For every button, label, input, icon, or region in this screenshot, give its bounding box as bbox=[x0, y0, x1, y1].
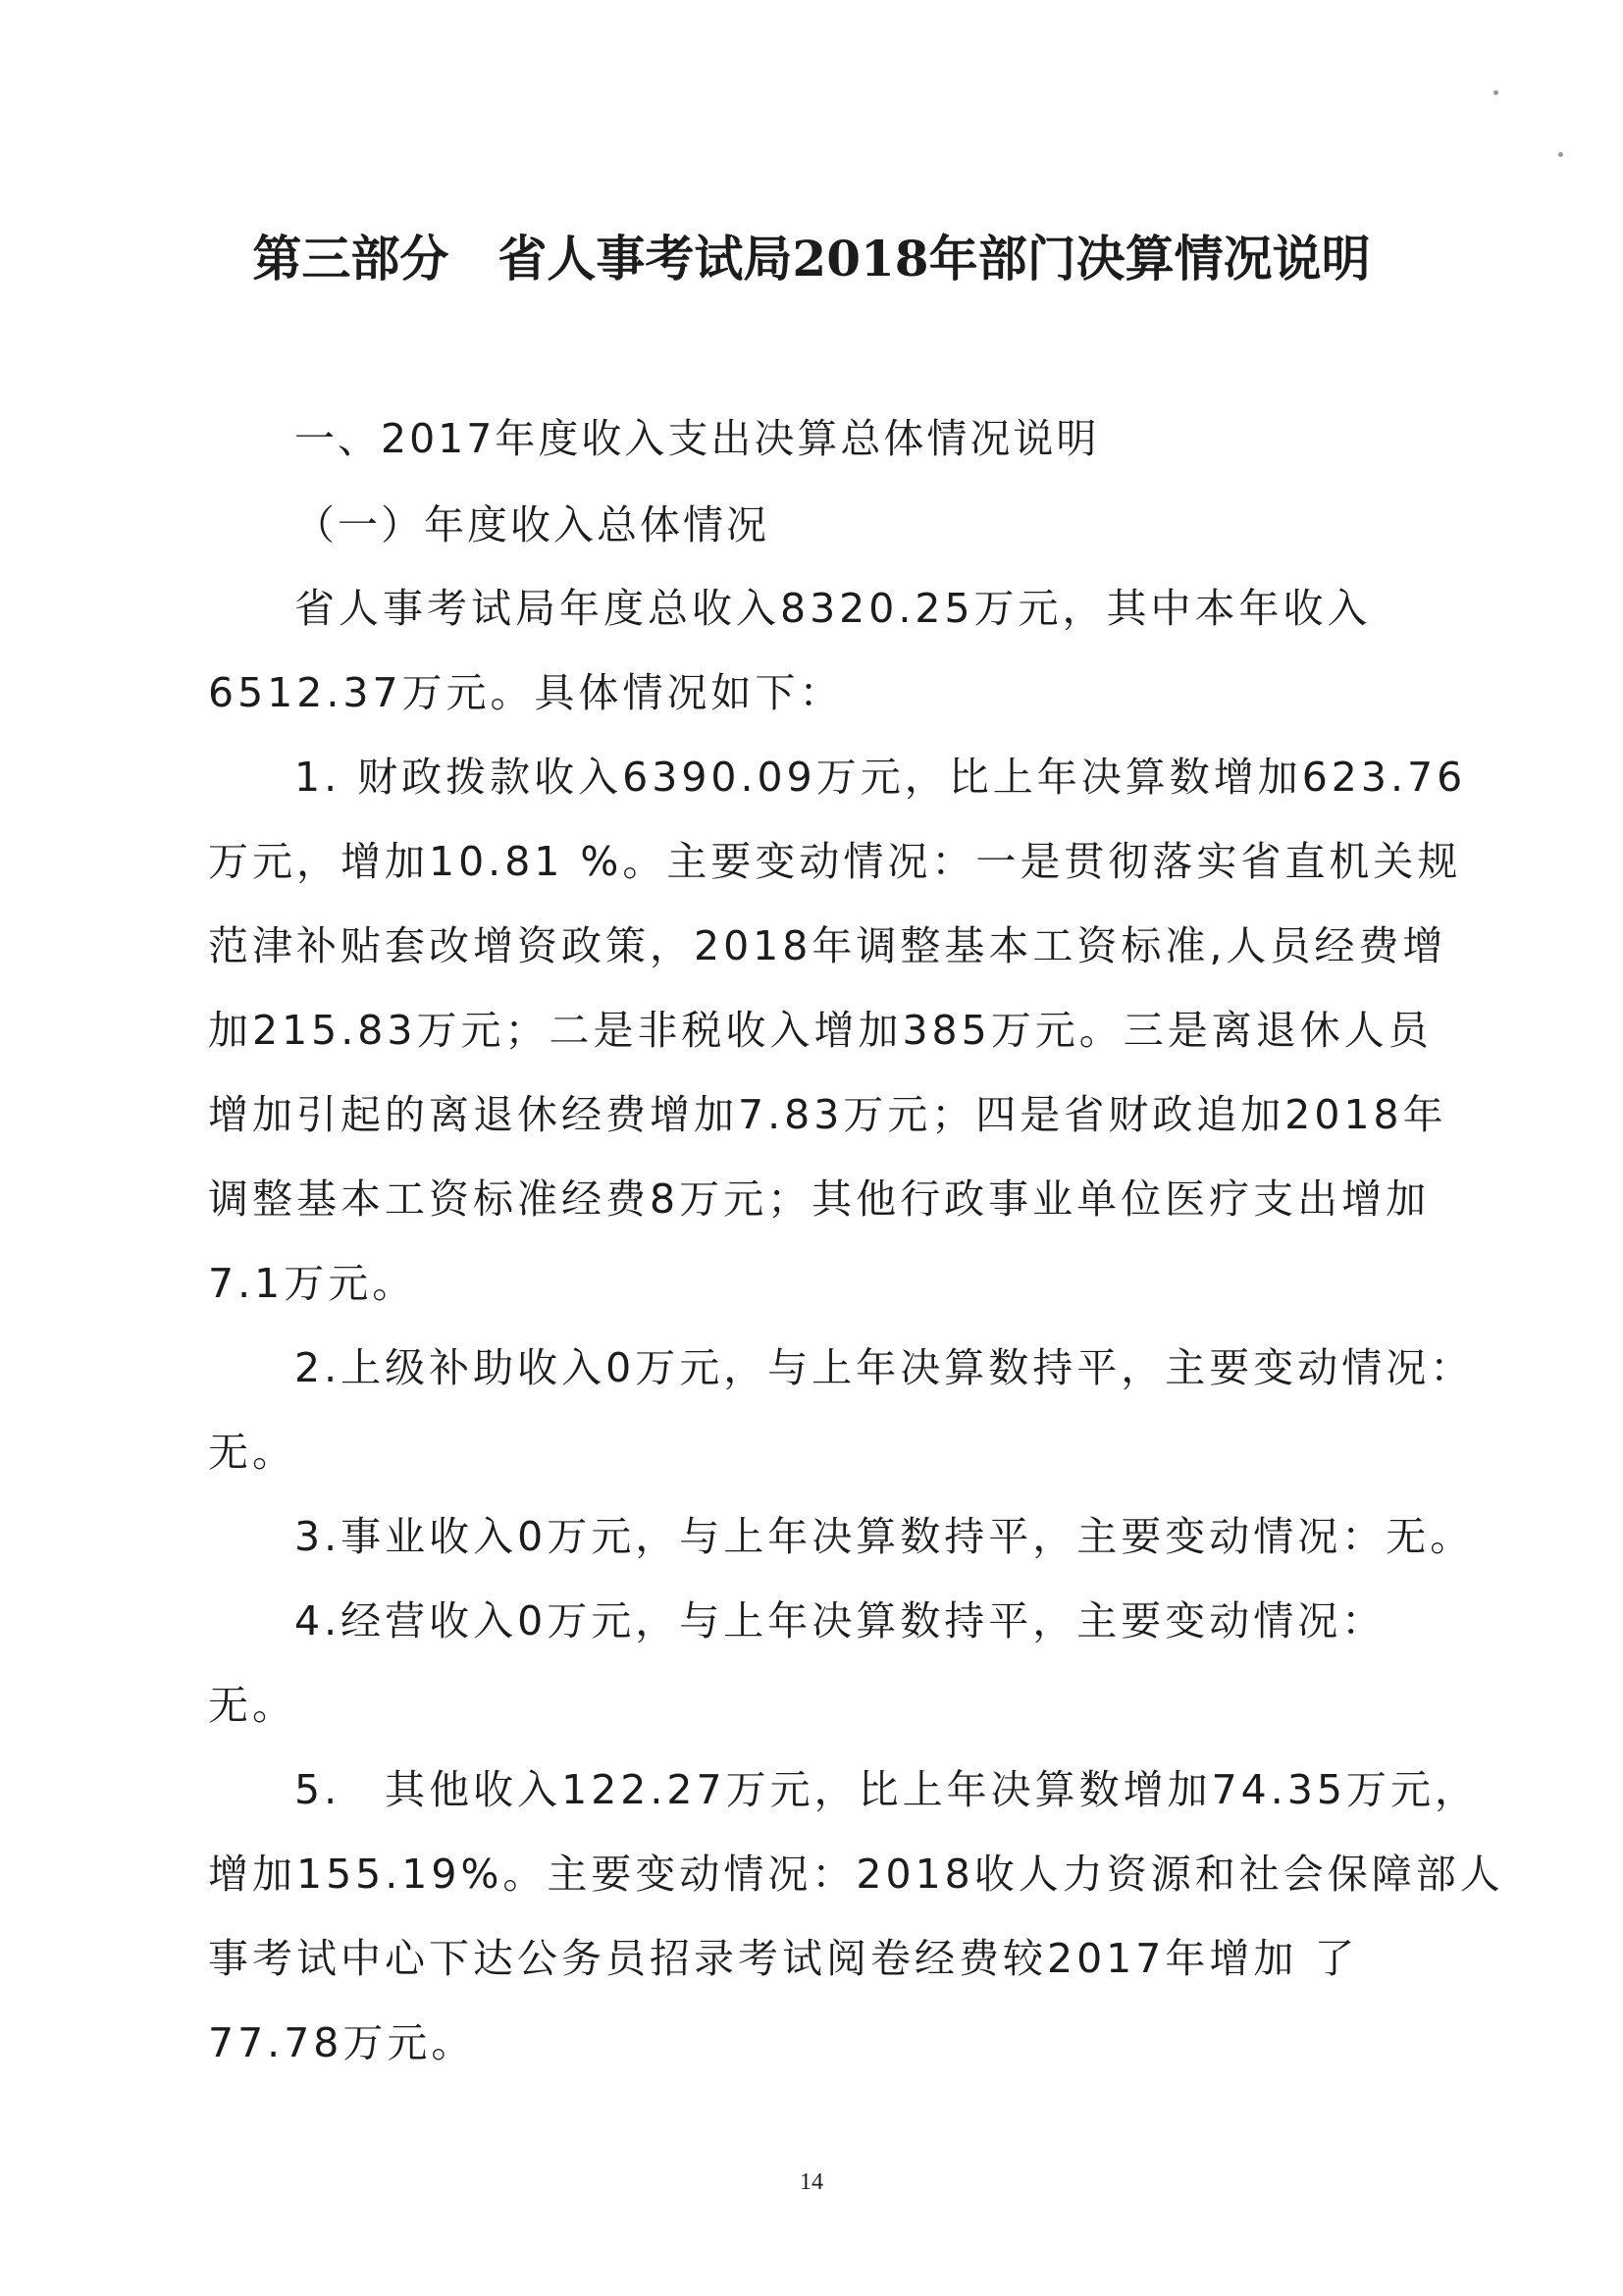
paragraph-line: 省人事考试局年度总收入8320.25万元，其中本年收入 bbox=[294, 585, 1372, 632]
paragraph-line: 事考试中心下达公务员招录考试阅卷经费较2017年增加 了 bbox=[208, 1935, 1359, 1982]
page-number: 14 bbox=[800, 2169, 823, 2195]
paragraph-line: 范津补贴套改增资政策，2018年调整基本工资标准,人员经费增 bbox=[208, 922, 1447, 969]
paragraph-line: 调整基本工资标准经费8万元；其他行政事业单位医疗支出增加 bbox=[208, 1175, 1431, 1223]
paragraph-line: 77.78万元。 bbox=[208, 2019, 476, 2066]
document-title: 第三部分 省人事考试局2018年部门决算情况说明 bbox=[252, 230, 1371, 287]
paragraph-line: 1. 财政拨款收入6390.09万元，比上年决算数增加623.76 bbox=[294, 754, 1467, 801]
scan-speck bbox=[1558, 152, 1563, 157]
paragraph-line: 6512.37万元。具体情况如下： bbox=[208, 669, 844, 716]
paragraph-line: 增加引起的离退休经费增加7.83万元；四是省财政追加2018年 bbox=[208, 1091, 1447, 1138]
paragraph-line: 无。 bbox=[208, 1429, 296, 1476]
paragraph-line: 增加155.19%。主要变动情况：2018收人力资源和社会保障部人 bbox=[208, 1851, 1504, 1898]
scan-speck bbox=[1493, 90, 1498, 95]
paragraph-line: 2.上级补助收入0万元，与上年决算数持平，主要变动情况： bbox=[294, 1344, 1475, 1391]
section-heading: 一、2017年度收入支出决算总体情况说明 bbox=[294, 415, 1100, 462]
paragraph-line: 无。 bbox=[208, 1682, 296, 1729]
subsection-heading: （一）年度收入总体情况 bbox=[294, 501, 769, 548]
paragraph-line: 7.1万元。 bbox=[208, 1260, 417, 1307]
paragraph-line: 加215.83万元；二是非税收入增加385万元。三是离退休人员 bbox=[208, 1007, 1433, 1054]
paragraph-line: 3.事业收入0万元，与上年决算数持平，主要变动情况：无。 bbox=[294, 1513, 1475, 1560]
paragraph-line: 万元，增加10.81 %。主要变动情况：一是贯彻落实省直机关规 bbox=[208, 838, 1462, 885]
paragraph-line: 4.经营收入0万元，与上年决算数持平，主要变动情况： bbox=[294, 1597, 1387, 1644]
paragraph-line: 5. 其他收入122.27万元，比上年决算数增加74.35万元， bbox=[294, 1766, 1479, 1813]
